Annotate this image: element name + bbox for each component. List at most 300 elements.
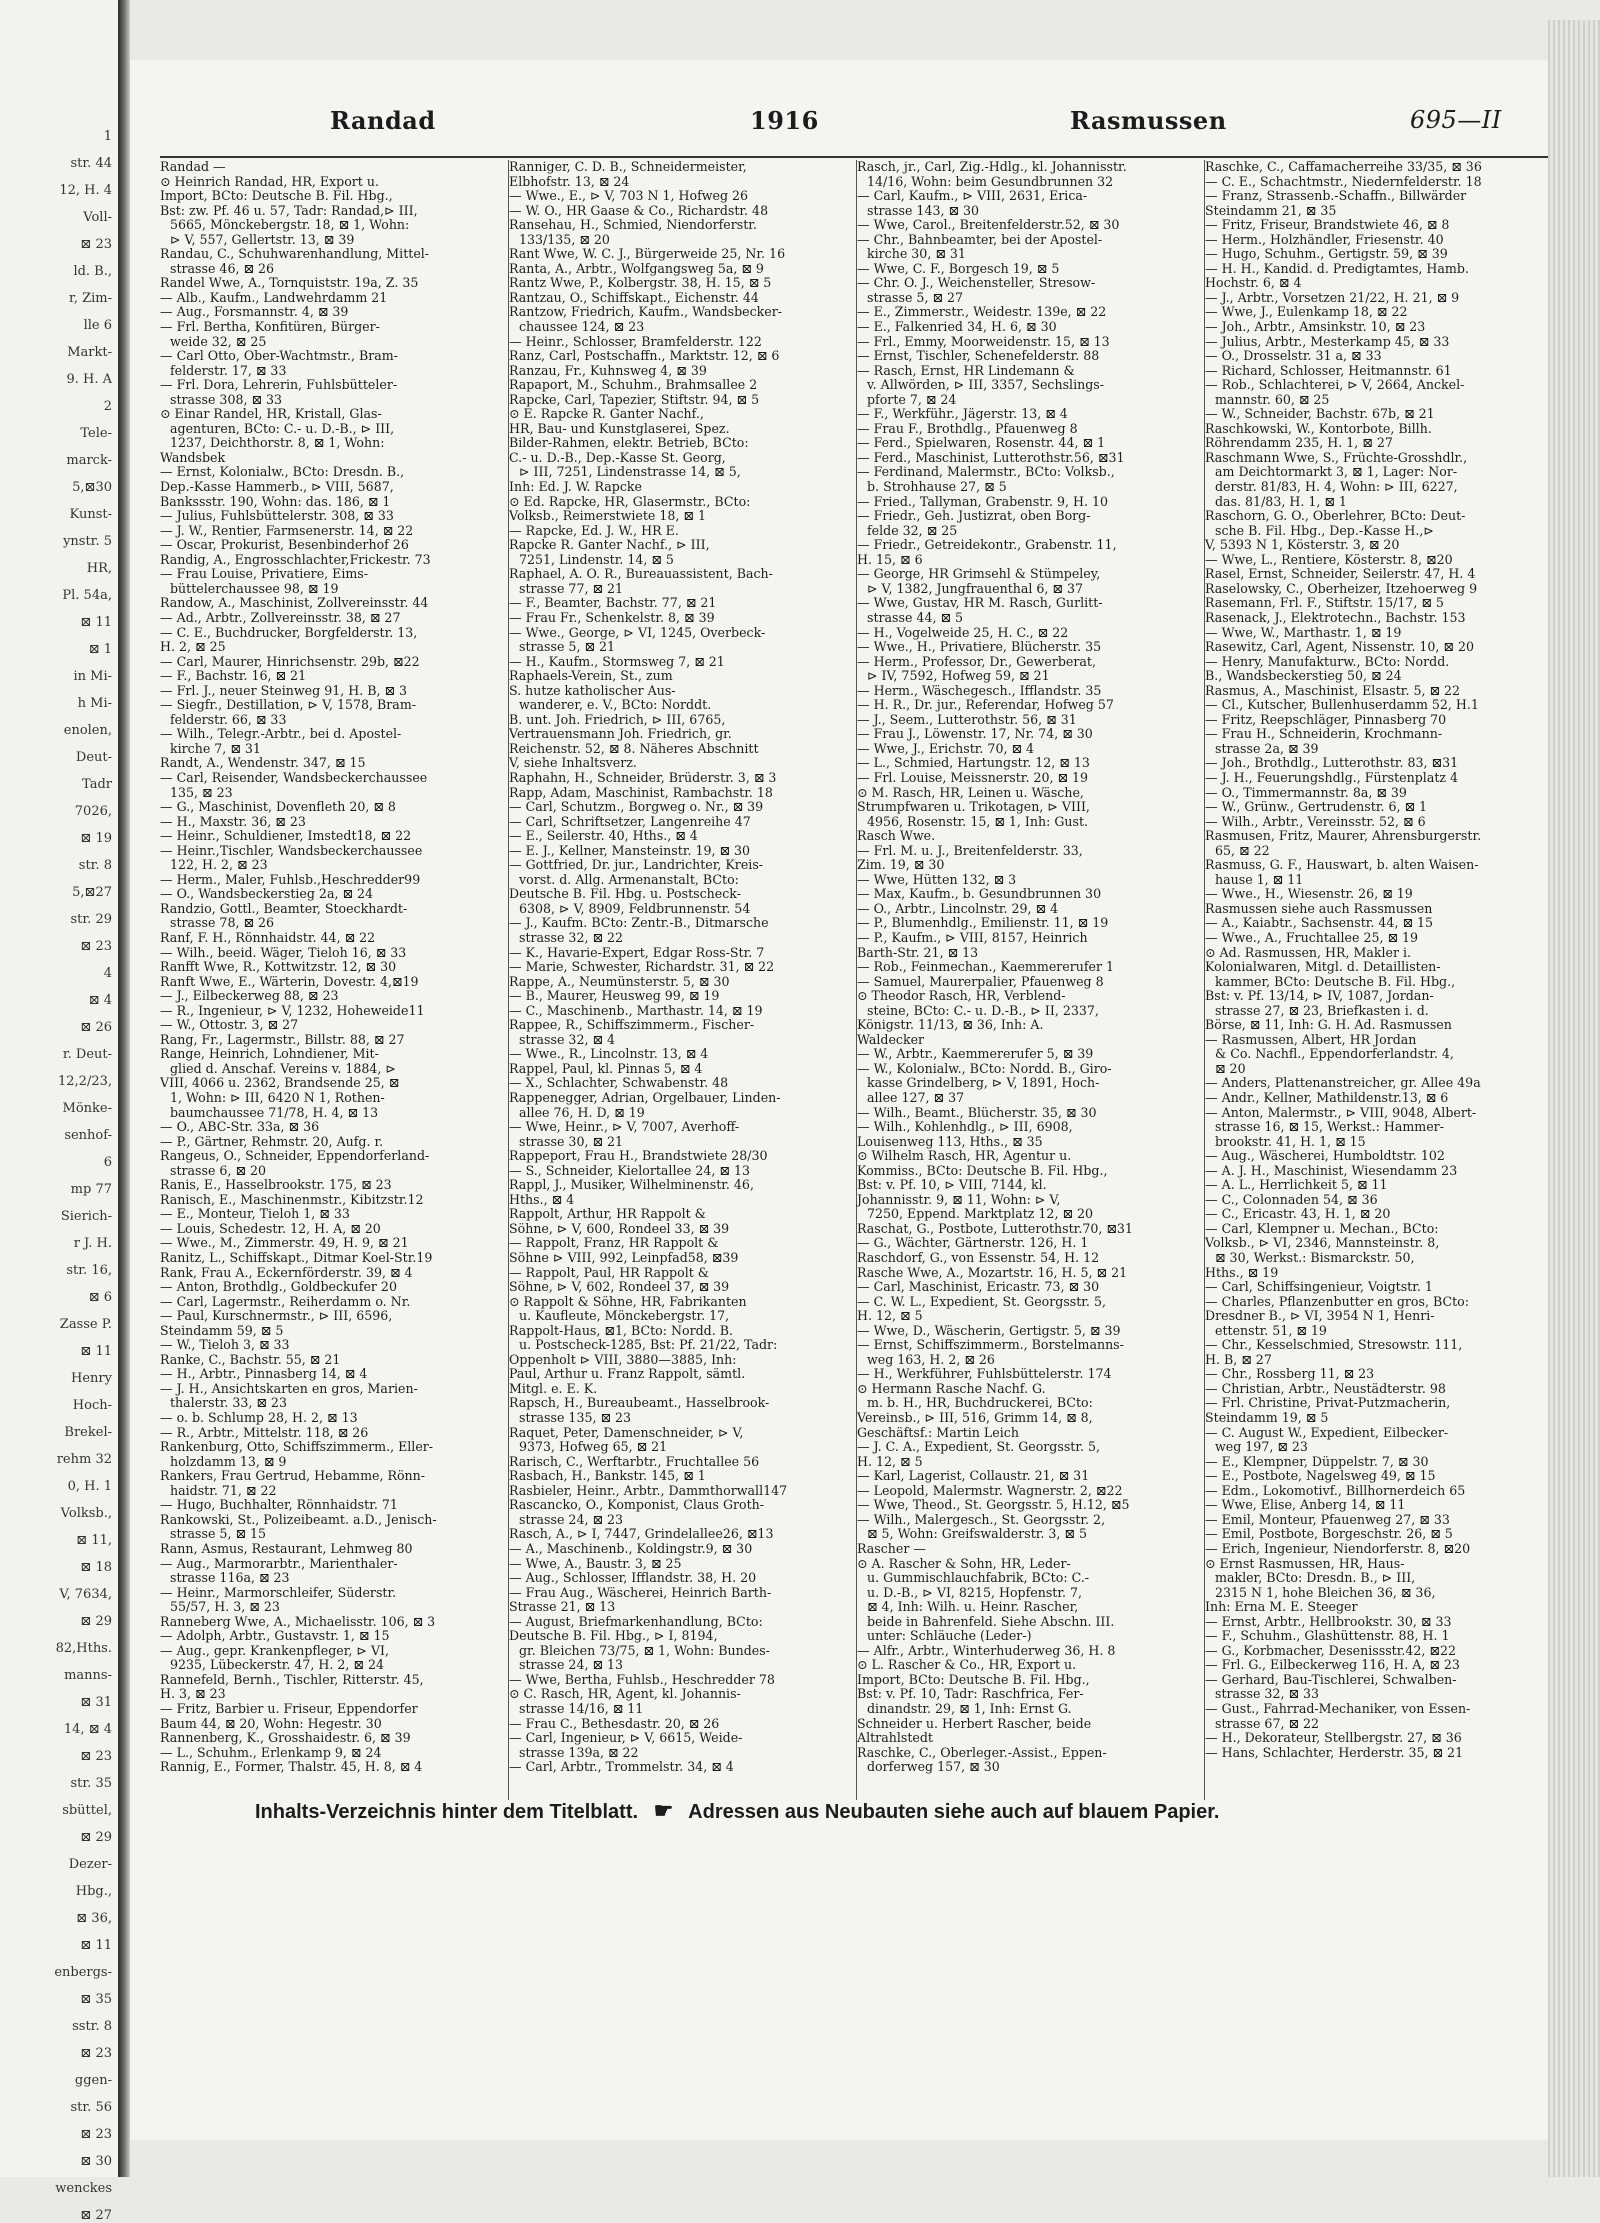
directory-entry-line: 133/135, ⊠ 20 <box>519 231 610 247</box>
facing-page-text: str. 44 <box>70 156 112 171</box>
directory-entry-line: — Carl, Klempner u. Mechan., BCto: <box>1205 1220 1439 1236</box>
facing-page-text: 12, H. 4 <box>59 183 112 198</box>
directory-entry-line: ⊠ 4, Inh: Wilh. u. Heinr. Rascher, <box>867 1599 1079 1615</box>
directory-entry-line: — Carl, Maschinist, Ericastr. 73, ⊠ 30 <box>857 1279 1100 1295</box>
directory-entry-line: — G., Maschinist, Dovenfleth 20, ⊠ 8 <box>160 799 396 815</box>
facing-page-text: ⊠ 35 <box>80 1992 112 2007</box>
directory-entry-line: — Chr., Bahnbeamter, bei der Apostel- <box>857 231 1103 247</box>
facing-page-text: mp 77 <box>70 1182 112 1197</box>
directory-entry-line: Rapp, Adam, Maschinist, Rambachstr. 18 <box>509 784 773 800</box>
directory-entry-line: ⊙ Hermann Rasche Nachf. G. <box>857 1380 1046 1396</box>
directory-entry-line: Baum 44, ⊠ 20, Wohn: Hegestr. 30 <box>160 1715 382 1731</box>
directory-entry-line: weg 197, ⊠ 23 <box>1215 1439 1308 1455</box>
directory-entry-line: ⊠ 5, Wohn: Greifswalderstr. 3, ⊠ 5 <box>867 1526 1088 1542</box>
facing-page-text: Dezer- <box>68 1857 112 1872</box>
directory-entry-line: — A., Maschinenb., Koldingstr.9, ⊠ 30 <box>509 1540 753 1556</box>
directory-entry-line: — Wwe, Heinr., ⊳ V, 7007, Averhoff- <box>509 1119 740 1135</box>
directory-entry-line: Rascher — <box>857 1540 926 1556</box>
directory-entry-line: Dep.-Kasse Hammerb., ⊳ VIII, 5687, <box>160 479 394 495</box>
directory-entry-line: — Wwe, W., Marthastr. 1, ⊠ 19 <box>1205 624 1402 640</box>
facing-page-text: 9. H. A <box>66 372 112 387</box>
directory-entry-line: — Chr., Kesselschmied, Stresowstr. 111, <box>1205 1337 1463 1353</box>
directory-entry-line: ⊙ M. Rasch, HR, Leinen u. Wäsche, <box>857 784 1084 800</box>
directory-entry-line: — Heinr., Schlosser, Bramfelderstr. 122 <box>509 333 762 349</box>
facing-page-text: Volksb., <box>60 1506 112 1521</box>
directory-entry-line: Söhne ⊳ VIII, 992, Leinpfad58, ⊠39 <box>509 1250 739 1266</box>
directory-entry-line: — K., Havarie-Expert, Edgar Ross-Str. 7 <box>509 944 765 960</box>
directory-entry-line: — Chr. O. J., Weichensteller, Stresow- <box>857 275 1096 291</box>
directory-entry-line: — Frl. Bertha, Konfitüren, Bürger- <box>160 319 380 335</box>
directory-entry-line: — R., Ingenieur, ⊳ V, 1232, Hoheweide11 <box>160 1002 425 1018</box>
directory-entry-line: — Rappolt, Franz, HR Rappolt & <box>509 1235 719 1251</box>
directory-entry-line: — J. C. A., Expedient, St. Georgsstr. 5, <box>857 1439 1101 1455</box>
directory-entry-line: B. unt. Joh. Friedrich, ⊳ III, 6765, <box>509 711 726 727</box>
directory-entry-line: — Carl, Schutzm., Borgweg o. Nr., ⊠ 39 <box>509 799 764 815</box>
facing-page-text: 5,⊠27 <box>72 885 112 900</box>
directory-entry-line: 4956, Rosenstr. 15, ⊠ 1, Inh: Gust. <box>867 813 1089 829</box>
directory-entry-line: V, siehe Inhaltsverz. <box>509 755 637 771</box>
directory-entry-line: chaussee 124, ⊠ 23 <box>519 319 645 335</box>
directory-entry-line: — C., Colonnaden 54, ⊠ 36 <box>1205 1191 1378 1207</box>
facing-page-text: ⊠ 23 <box>80 2046 112 2061</box>
directory-entry-line: ⊳ IV, 7592, Hofweg 59, ⊠ 21 <box>867 668 1050 684</box>
directory-entry-line: — Friedr., Geh. Justizrat, oben Borg- <box>857 508 1091 524</box>
facing-page-text: enolen, <box>63 723 112 738</box>
directory-entry-line: ⊙ Heinrich Randad, HR, Export u. <box>160 173 379 189</box>
facing-page-text: Sierich- <box>60 1209 112 1224</box>
directory-entry-line: — Wwe, Elise, Anberg 14, ⊠ 11 <box>1205 1497 1406 1513</box>
page-header <box>150 106 1550 146</box>
directory-entry-line: — J., Eilbeckerweg 88, ⊠ 23 <box>160 988 339 1004</box>
directory-entry-line: ⊙ E. Rapcke R. Ganter Nachf., <box>509 406 704 422</box>
directory-entry-line: — L., Schuhm., Erlenkamp 9, ⊠ 24 <box>160 1744 382 1760</box>
directory-entry-line: — Erich, Ingenieur, Niendorferstr. 8, ⊠20 <box>1205 1540 1471 1556</box>
directory-entry-line: — B., Maurer, Heusweg 99, ⊠ 19 <box>509 988 720 1004</box>
directory-entry-line: Strumpfwaren u. Trikotagen, ⊳ VIII, <box>857 799 1090 815</box>
directory-entry-line: ⊙ Ed. Rapcke, HR, Glasermstr., BCto: <box>509 493 751 509</box>
directory-entry-line: ⊠ 20 <box>1215 1060 1246 1076</box>
directory-entry-line: — Samuel, Maurerpalier, Pfauenweg 8 <box>857 973 1104 989</box>
directory-entry-line: strasse 16, ⊠ 15, Werkst.: Hammer- <box>1215 1119 1444 1135</box>
directory-entry-line: — R., Arbtr., Mittelstr. 118, ⊠ 26 <box>160 1424 369 1440</box>
directory-entry-line: — F., Schuhm., Glashüttenstr. 88, H. 1 <box>1205 1628 1450 1644</box>
directory-entry-line: strasse 44, ⊠ 5 <box>867 609 964 625</box>
directory-entry-line: Import, BCto: Deutsche B. Fil. Hbg., <box>160 188 393 204</box>
directory-entry-line: Steindamm 19, ⊠ 5 <box>1205 1410 1329 1426</box>
directory-entry-line: — Herm., Maler, Fuhlsb.,Heschredder99 <box>160 871 421 887</box>
facing-page-text: HR, <box>86 561 112 576</box>
facing-page-text: ⊠ 11 <box>80 615 112 630</box>
facing-page-text: ⊠ 23 <box>80 237 112 252</box>
facing-page-text: ⊠ 30 <box>80 2154 112 2169</box>
facing-page-text: ⊠ 29 <box>80 1830 112 1845</box>
directory-entry-line: Rappolt, Arthur, HR Rappolt & <box>509 1206 706 1222</box>
directory-entry-line: — H., Kaufm., Stormsweg 7, ⊠ 21 <box>509 653 725 669</box>
facing-page-text: wenckes <box>55 2181 112 2196</box>
directory-entry-line: Geschäftsf.: Martin Leich <box>857 1424 1019 1440</box>
directory-entry-line: Volksb., Reimerstwiete 18, ⊠ 1 <box>509 508 706 524</box>
directory-entry-line: strasse 14/16, ⊠ 11 <box>519 1700 644 1716</box>
directory-entry-line: strasse 32, ⊠ 33 <box>1215 1686 1320 1702</box>
directory-entry-line: — J. W., Rentier, Farmsenerstr. 14, ⊠ 22 <box>160 522 414 538</box>
directory-entry-line: — Siegfr., Destillation, ⊳ V, 1578, Bram- <box>160 697 417 713</box>
directory-entry-line: strasse 67, ⊠ 22 <box>1215 1715 1320 1731</box>
directory-entry-line: — Wwe, D., Wäscherin, Gertigstr. 5, ⊠ 39 <box>857 1322 1121 1338</box>
directory-entry-line: — E. J., Kellner, Mansteinstr. 19, ⊠ 30 <box>509 842 751 858</box>
directory-entry-line: Rankowski, St., Polizeibeamt. a.D., Jenisch- <box>160 1511 437 1527</box>
directory-entry-line: Rank, Frau A., Eckernförderstr. 39, ⊠ 4 <box>160 1264 413 1280</box>
directory-entry-line: — Frl., Emmy, Moorweidenstr. 15, ⊠ 13 <box>857 333 1110 349</box>
directory-entry-line: Ranft Wwe, E., Wärterin, Dovestr. 4,⊠19 <box>160 973 419 989</box>
directory-entry-line: Ranneberg Wwe, A., Michaelisstr. 106, ⊠ 3 <box>160 1613 436 1629</box>
facing-page-text: manns- <box>64 1668 112 1683</box>
directory-entry-line: Raschke, C., Caffamacherreihe 33/35, ⊠ 36 <box>1205 159 1482 174</box>
directory-entry-line: Rappeport, Frau H., Brandstwiete 28/30 <box>509 1148 768 1164</box>
directory-entry-line: — O., Drosselstr. 31 a, ⊠ 33 <box>1205 348 1382 364</box>
directory-entry-line: — Gottfried, Dr. jur., Landrichter, Kreis- <box>509 857 764 873</box>
directory-entry-line: Ranke, C., Bachstr. 55, ⊠ 21 <box>160 1351 341 1367</box>
facing-page-text: 4 <box>103 966 112 981</box>
directory-entry-line: gr. Bleichen 73/75, ⊠ 1, Wohn: Bundes- <box>519 1642 770 1658</box>
directory-entry-line: — Chr., Rossberg 11, ⊠ 23 <box>1205 1366 1375 1382</box>
directory-entry-line: Rasch, jr., Carl, Zig.-Hdlg., kl. Johannisstr. <box>857 159 1127 174</box>
directory-entry-line: Randig, A., Engrosschlachter,Frickestr. 73 <box>160 551 431 567</box>
facing-page-text: lle 6 <box>83 318 112 333</box>
directory-entry-line: — Carl, Maurer, Hinrichsenstr. 29b, ⊠22 <box>160 653 420 669</box>
directory-entry-line: 1, Wohn: ⊳ III, 6420 N 1, Rothen- <box>170 1090 385 1105</box>
directory-entry-line: — H., Arbtr., Pinnasberg 14, ⊠ 4 <box>160 1366 368 1382</box>
directory-entry-line: — Aug., Wäscherei, Humboldtstr. 102 <box>1205 1148 1445 1164</box>
directory-entry-line: — C. W. L., Expedient, St. Georgsstr. 5, <box>857 1293 1106 1309</box>
facing-page-text: enbergs- <box>54 1965 112 1980</box>
directory-entry-line: — W., Schneider, Bachstr. 67b, ⊠ 21 <box>1205 406 1435 422</box>
directory-entry-line: — Hugo, Schuhm., Gertigstr. 59, ⊠ 39 <box>1205 246 1448 262</box>
directory-entry-line: — Frau H., Schneiderin, Krochmann- <box>1205 726 1443 742</box>
directory-entry-line: brookstr. 41, H. 1, ⊠ 15 <box>1215 1133 1366 1149</box>
directory-entry-line: — Frl. Louise, Meissnerstr. 20, ⊠ 19 <box>857 769 1089 785</box>
directory-entry-line: beide in Bahrenfeld. Siehe Abschn. III. <box>867 1613 1115 1629</box>
directory-entry-line: H. 3, ⊠ 23 <box>160 1686 226 1702</box>
directory-entry-line: 65, ⊠ 22 <box>1215 842 1270 858</box>
directory-entry-line: Rasbieler, Heinr., Arbtr., Dammthorwall147 <box>509 1482 788 1498</box>
directory-entry-line: — E., Postbote, Nagelsweg 49, ⊠ 15 <box>1205 1468 1436 1484</box>
directory-entry-line: unter: Schläuche (Leder-) <box>867 1628 1032 1644</box>
directory-entry-line: Inh: Ed. J. W. Rapcke <box>509 479 643 495</box>
directory-entry-line: — H. H., Kandid. d. Predigtamtes, Hamb. <box>1205 260 1469 276</box>
directory-entry-line: — L., Schmied, Hartungstr. 12, ⊠ 13 <box>857 755 1090 771</box>
page-stack-edge <box>1548 20 1600 2177</box>
directory-entry-line: — Carl, Ingenieur, ⊳ V, 6615, Weide- <box>509 1730 743 1746</box>
directory-entry-line: — W., Ottostr. 3, ⊠ 27 <box>160 1017 299 1033</box>
directory-entry-line: — Heinr.,Tischler, Wandsbeckerchaussee <box>160 842 423 858</box>
header-last-name: Rasmussen <box>1070 106 1227 135</box>
directory-entry-line: — W., Tieloh 3, ⊠ 33 <box>160 1337 290 1353</box>
facing-page-text: str. 56 <box>70 2100 112 2115</box>
facing-page-text: Henry <box>71 1371 112 1386</box>
directory-entry-line: hause 1, ⊠ 11 <box>1215 871 1304 887</box>
directory-entry-line: Steindamm 59, ⊠ 5 <box>160 1322 284 1338</box>
directory-entry-line: — Alb., Kaufm., Landwehrdamm 21 <box>160 289 388 305</box>
facing-page-text: r, Zim- <box>69 291 112 306</box>
directory-entry-line: strasse 2a, ⊠ 39 <box>1215 740 1319 756</box>
directory-entry-line: makler, BCto: Dresdn. B., ⊳ III, <box>1215 1570 1416 1586</box>
directory-entry-line: strasse 6, ⊠ 20 <box>170 1162 267 1178</box>
directory-entry-line: 1237, Deichthorstr. 8, ⊠ 1, Wohn: <box>170 435 385 451</box>
directory-entry-line: Randt, A., Wendenstr. 347, ⊠ 15 <box>160 755 366 771</box>
directory-entry-line: — Ferd., Spielwaren, Rosenstr. 44, ⊠ 1 <box>857 435 1106 451</box>
directory-entry-line: ⊙ Ad. Rasmussen, HR, Makler i. <box>1205 944 1412 960</box>
facing-page-text: rehm 32 <box>56 1452 112 1467</box>
facing-page-text: str. 29 <box>70 912 112 927</box>
directory-entry-line: — Wwe, Gustav, HR M. Rasch, Gurlitt- <box>857 595 1103 611</box>
directory-entry-line: strasse 308, ⊠ 33 <box>170 391 283 407</box>
column-1 <box>160 160 492 1800</box>
directory-entry-line: — Wwe., A., Fruchtallee 25, ⊠ 19 <box>1205 929 1419 945</box>
directory-entry-line: Bilder-Rahmen, elektr. Betrieb, BCto: <box>509 435 749 451</box>
facing-page-text: ⊠ 11 <box>80 1344 112 1359</box>
directory-entry-line: strasse 135, ⊠ 23 <box>519 1410 632 1426</box>
directory-entry-line: u. Postscheck-1285, Bst: Pf. 21/22, Tadr: <box>519 1337 778 1353</box>
directory-entry-line: — W., Kolonialw., BCto: Nordd. B., Giro- <box>857 1060 1112 1076</box>
directory-entry-line: — Max, Kaufm., b. Gesundbrunnen 30 <box>857 886 1102 902</box>
column-4 <box>1204 160 1537 1800</box>
directory-entry-line: Wandsbek <box>160 449 226 465</box>
directory-entry-line: Raphahn, H., Schneider, Brüderstr. 3, ⊠ 3 <box>509 769 777 785</box>
directory-entry-line: büttelerchaussee 98, ⊠ 19 <box>170 580 339 596</box>
directory-entry-line: H. 12, ⊠ 5 <box>857 1453 923 1469</box>
directory-entry-line: Rapcke R. Ganter Nachf., ⊳ III, <box>509 537 710 553</box>
directory-entry-line: — E., Klempner, Düppelstr. 7, ⊠ 30 <box>1205 1453 1429 1469</box>
directory-entry-line: — H., Maxstr. 36, ⊠ 23 <box>160 813 306 829</box>
facing-page-text: 12,2/23, <box>58 1074 112 1089</box>
directory-entry-line: — Marie, Schwester, Richardstr. 31, ⊠ 22 <box>509 959 775 975</box>
directory-entry-line: — Hugo, Buchhalter, Rönnhaidstr. 71 <box>160 1497 398 1513</box>
directory-entry-line: Rappenegger, Adrian, Orgelbauer, Linden- <box>509 1090 781 1105</box>
header-rule <box>160 156 1550 158</box>
directory-entry-line: — Paul, Kurschnermstr., ⊳ III, 6596, <box>160 1308 393 1324</box>
directory-entry-line: H. B, ⊠ 27 <box>1205 1351 1272 1367</box>
directory-entry-line: — O., Timmermannstr. 8a, ⊠ 39 <box>1205 784 1407 800</box>
directory-entry-line: — Charles, Pflanzenbutter en gros, BCto: <box>1205 1293 1469 1309</box>
facing-page-text: ld. B., <box>73 264 112 279</box>
directory-entry-line: — Frl. G., Eilbeckerweg 116, H. A, ⊠ 23 <box>1205 1657 1460 1673</box>
directory-entry-line: — E., Zimmerstr., Weidestr. 139e, ⊠ 22 <box>857 304 1107 320</box>
directory-entry-line: — G., Wächter, Gärtnerstr. 126, H. 1 <box>857 1235 1089 1251</box>
directory-entry-line: — Frl. Christine, Privat-Putzmacherin, <box>1205 1395 1451 1411</box>
directory-entry-line: — Andr., Kellner, Mathildenstr.13, ⊠ 6 <box>1205 1090 1449 1105</box>
directory-entry-line: Paul, Arthur u. Franz Rappolt, sämtl. <box>509 1366 746 1382</box>
facing-page-text: h Mi- <box>77 696 112 711</box>
facing-page-text: sbüttel, <box>62 1803 112 1818</box>
directory-entry-line: u. Kaufleute, Mönckebergstr. 17, <box>519 1308 730 1324</box>
directory-entry-line: Volksb., ⊳ VI, 2346, Mannsteinstr. 8, <box>1205 1235 1440 1251</box>
directory-entry-line: — Carl, Arbtr., Trommelstr. 34, ⊠ 4 <box>509 1759 734 1775</box>
directory-entry-line: dinandstr. 29, ⊠ 1, Inh: Ernst G. <box>867 1700 1072 1716</box>
column-2 <box>508 160 841 1800</box>
directory-entry-line: — Gerhard, Bau-Tischlerei, Schwalben- <box>1205 1671 1457 1687</box>
directory-entry-line: — Wilh., Malergesch., St. Georgsstr. 2, <box>857 1511 1106 1527</box>
directory-entry-line: Raschmann Wwe, S., Früchte-Grosshdlr., <box>1205 449 1468 465</box>
directory-entry-line: — Frl. M. u. J., Breitenfelderstr. 33, <box>857 842 1083 858</box>
directory-entry-line: — Frl. Dora, Lehrerin, Fuhlsbütteler- <box>160 377 398 393</box>
directory-entry-line: Rasbach, H., Bankstr. 145, ⊠ 1 <box>509 1468 706 1484</box>
directory-entry-line: strasse 116a, ⊠ 23 <box>170 1570 290 1586</box>
directory-entry-line: kirche 7, ⊠ 31 <box>170 740 261 756</box>
directory-entry-line: — Julius, Arbtr., Mesterkamp 45, ⊠ 33 <box>1205 333 1450 349</box>
directory-entry-line: strasse 5, ⊠ 21 <box>519 639 616 655</box>
column-3 <box>856 160 1189 1800</box>
directory-entry-line: Rasenack, J., Elektrotechn., Bachstr. 153 <box>1205 609 1466 625</box>
directory-entry-line: allee 127, ⊠ 37 <box>867 1090 965 1105</box>
directory-entry-line: — Emil, Monteur, Pfauenweg 27, ⊠ 33 <box>1205 1511 1450 1527</box>
directory-entry-line: ⊙ Rappolt & Söhne, HR, Fabrikanten <box>509 1293 747 1309</box>
directory-entry-line: — Wilh., beeid. Wäger, Tieloh 16, ⊠ 33 <box>160 944 407 960</box>
directory-entry-line: — O., Arbtr., Lincolnstr. 29, ⊠ 4 <box>857 900 1059 916</box>
directory-entry-line: — C., Maschinenb., Marthastr. 14, ⊠ 19 <box>509 1002 763 1018</box>
footer-index-note: Inhalts-Verzeichnis hinter dem Titelblatt. <box>255 1801 639 1823</box>
directory-entry-line: 9373, Hofweg 65, ⊠ 21 <box>519 1439 668 1455</box>
directory-entry-line: — F., Beamter, Bachstr. 77, ⊠ 21 <box>509 595 717 611</box>
directory-entry-line: ⊙ Ernst Rasmussen, HR, Haus- <box>1205 1555 1405 1571</box>
directory-entry-line: Kommiss., BCto: Deutsche B. Fil. Hbg., <box>857 1162 1108 1178</box>
directory-entry-line: V, 5393 N 1, Kösterstr. 3, ⊠ 20 <box>1205 537 1400 553</box>
directory-entry-line: — George, HR Grimsehl & Stümpeley, <box>857 566 1101 582</box>
directory-entry-line: — Julius, Fuhlsbüttelerstr. 308, ⊠ 33 <box>160 508 394 524</box>
directory-entry-line: — A. J. H., Maschinist, Wiesendamm 23 <box>1205 1162 1458 1178</box>
directory-entry-line: — Friedr., Getreidekontr., Grabenstr. 11, <box>857 537 1117 553</box>
directory-entry-line: sche B. Fil. Hbg., Dep.-Kasse H.,⊳ <box>1215 522 1434 538</box>
directory-entry-line: Rasmusen, Fritz, Maurer, Ahrensburgerstr. <box>1205 828 1482 844</box>
facing-page-text: 6 <box>103 1155 112 1170</box>
header-year: 1916 <box>750 106 819 135</box>
facing-page-text: ⊠ 11, <box>76 1533 112 1548</box>
facing-page-text: senhof- <box>64 1128 112 1143</box>
facing-page-text: str. 8 <box>78 858 112 873</box>
directory-entry-line: Rant Wwe, W. C. J., Bürgerweide 25, Nr. 16 <box>509 246 786 262</box>
directory-entry-line: — Ernst, Arbtr., Hellbrookstr. 30, ⊠ 33 <box>1205 1613 1452 1629</box>
directory-entry-line: Rangeus, O., Schneider, Eppendorferland- <box>160 1148 430 1164</box>
directory-entry-line: Ranitz, L., Schiffskapt., Ditmar Koel-Str.19 <box>160 1250 433 1266</box>
directory-entry-line: — Ferd., Maschinist, Lutterothstr.56, ⊠31 <box>857 449 1125 465</box>
directory-entry-line: strasse 139a, ⊠ 22 <box>519 1744 639 1760</box>
directory-entry-line: — Christian, Arbtr., Neustädterstr. 98 <box>1205 1380 1446 1396</box>
directory-entry-line: Ranzau, Fr., Kuhnsweg 4, ⊠ 39 <box>509 362 707 378</box>
directory-entry-line: Rascancko, O., Komponist, Claus Groth- <box>509 1497 765 1513</box>
directory-entry-line: — J. H., Feuerungshdlg., Fürstenplatz 4 <box>1205 769 1459 785</box>
directory-entry-line: baumchaussee 71/78, H. 4, ⊠ 13 <box>170 1104 379 1120</box>
directory-entry-line: — Herm., Professor, Dr., Gewerberat, <box>857 653 1096 669</box>
facing-page-text: Hoch- <box>72 1398 112 1413</box>
directory-entry-line: Zim. 19, ⊠ 30 <box>857 857 945 873</box>
facing-page-text: 2 <box>103 399 112 414</box>
directory-entry-line: — J. H., Ansichtskarten en gros, Marien- <box>160 1380 418 1396</box>
directory-entry-line: — Aug., Schlosser, Ifflandstr. 38, H. 20 <box>509 1570 757 1586</box>
directory-entry-line: ⊠ 30, Werkst.: Bismarckstr. 50, <box>1215 1250 1415 1266</box>
directory-entry-line: haidstr. 71, ⊠ 22 <box>170 1482 277 1498</box>
directory-entry-line: holzdamm 13, ⊠ 9 <box>170 1453 287 1469</box>
directory-entry-line: weg 163, H. 2, ⊠ 26 <box>867 1351 995 1367</box>
directory-entry-line: H. 12, ⊠ 5 <box>857 1308 923 1324</box>
directory-entry-line: Rappee, R., Schiffszimmerm., Fischer- <box>509 1017 755 1033</box>
facing-page-text: ⊠ 4 <box>88 993 112 1008</box>
directory-entry-line: — P., Gärtner, Rehmstr. 20, Aufg. r. <box>160 1133 384 1149</box>
facing-page-text: ⊠ 23 <box>80 2127 112 2142</box>
directory-entry-line: 2315 N 1, hohe Bleichen 36, ⊠ 36, <box>1215 1584 1436 1600</box>
directory-entry-line: 7251, Lindenstr. 14, ⊠ 5 <box>519 551 674 567</box>
directory-entry-line: — Rob., Schlachterei, ⊳ V, 2664, Anckel- <box>1205 377 1465 393</box>
directory-entry-line: — Wwe., H., Privatiere, Blücherstr. 35 <box>857 639 1102 655</box>
directory-entry-line: strasse 143, ⊠ 30 <box>867 202 980 218</box>
directory-entry-line: Rasemann, Frl. F., Stiftstr. 15/17, ⊠ 5 <box>1205 595 1444 611</box>
directory-entry-line: Rantzau, O., Schiffskapt., Eichenstr. 44 <box>509 289 759 305</box>
directory-entry-line: kirche 30, ⊠ 31 <box>867 246 966 262</box>
facing-page-text: V, 7634, <box>59 1587 112 1602</box>
directory-entry-line: m. b. H., HR, Buchdruckerei, BCto: <box>867 1395 1093 1411</box>
directory-entry-line: Rankenburg, Otto, Schiffszimmerm., Eller- <box>160 1439 434 1455</box>
directory-entry-line: — W., Grünw., Gertrudenstr. 6, ⊠ 1 <box>1205 799 1428 815</box>
page-footer <box>255 1798 1545 1824</box>
directory-entry-line: — Richard, Schlosser, Heitmannstr. 61 <box>1205 362 1452 378</box>
facing-page-text: 14, ⊠ 4 <box>63 1722 112 1737</box>
directory-entry-line: — Gust., Fahrrad-Mechaniker, von Essen- <box>1205 1700 1471 1716</box>
directory-entry-line: Rapcke, Carl, Tapezier, Stiftstr. 94, ⊠ 5 <box>509 391 760 407</box>
directory-entry-line: agenturen, BCto: C.- u. D.-B., ⊳ III, <box>170 420 395 436</box>
directory-entry-line: Oppenholt ⊳ VIII, 3880—3885, Inh: <box>509 1351 737 1367</box>
facing-page-text: ynstr. 5 <box>63 534 112 549</box>
directory-entry-line: u. D.-B., ⊳ VI, 8215, Hopfenstr. 7, <box>867 1584 1083 1600</box>
directory-entry-line: felderstr. 66, ⊠ 33 <box>170 711 287 727</box>
directory-entry-line: Börse, ⊠ 11, Inh: G. H. Ad. Rasmussen <box>1205 1017 1452 1033</box>
directory-entry-line: Bst: v. Pf. 13/14, ⊳ IV, 1087, Jordan- <box>1205 988 1434 1004</box>
facing-page-fragment <box>0 0 124 2223</box>
directory-entry-line: strasse 46, ⊠ 26 <box>170 260 275 276</box>
header-first-name: Randad <box>330 106 436 135</box>
directory-entry-line: ⊳ V, 557, Gellertstr. 13, ⊠ 39 <box>170 231 355 247</box>
facing-page-text: Brekel- <box>64 1425 112 1440</box>
directory-entry-line: — Wwe, Theod., St. Georgsstr. 5, H.12, ⊠5 <box>857 1497 1130 1513</box>
facing-page-text: Deut- <box>75 750 112 765</box>
directory-entry-line: — Wwe, J., Erichstr. 70, ⊠ 4 <box>857 740 1035 756</box>
directory-entry-line: Raschke, C., Oberleger.-Assist., Eppen- <box>857 1744 1107 1760</box>
directory-entry-line: — Ernst, Tischler, Schenefelderstr. 88 <box>857 348 1100 364</box>
directory-entry-line: — H., Werkführer, Fuhlsbüttelerstr. 174 <box>857 1366 1112 1382</box>
directory-entry-line: Rang, Fr., Lagermstr., Billstr. 88, ⊠ 27 <box>160 1031 405 1047</box>
directory-entry-line: Raphaels-Verein, St., zum <box>509 668 673 684</box>
directory-entry-line: ettenstr. 51, ⊠ 19 <box>1215 1322 1327 1338</box>
directory-entry-line: Raquet, Peter, Damenschneider, ⊳ V, <box>509 1424 744 1440</box>
directory-entry-line: — Anton, Malermstr., ⊳ VIII, 9048, Albert- <box>1205 1104 1477 1120</box>
facing-page-text: Mönke- <box>62 1101 112 1116</box>
facing-page-text: Pl. 54a, <box>62 588 112 603</box>
directory-entry-line: Waldecker <box>857 1031 925 1047</box>
directory-entry-line: — C. E., Schachtmstr., Niedernfelderstr. 18 <box>1205 173 1482 189</box>
directory-entry-line: Steindamm 21, ⊠ 35 <box>1205 202 1337 218</box>
directory-entry-line: ⊙ Theodor Rasch, HR, Verblend- <box>857 988 1066 1004</box>
facing-page-text: ⊠ 29 <box>80 1614 112 1629</box>
directory-entry-line: Inh: Erna M. E. Steeger <box>1205 1599 1358 1615</box>
directory-entry-line: Ranisch, E., Maschinenmstr., Kibitzstr.12 <box>160 1191 424 1207</box>
directory-entry-line: Rappel, Paul, kl. Pinnas 5, ⊠ 4 <box>509 1060 703 1076</box>
directory-entry-line: — Frau J., Löwenstr. 17, Nr. 74, ⊠ 30 <box>857 726 1093 742</box>
directory-entry-line: — Fried., Tallyman, Grabenstr. 9, H. 10 <box>857 493 1108 509</box>
directory-entry-line: — Karl, Lagerist, Collaustr. 21, ⊠ 31 <box>857 1468 1090 1484</box>
directory-entry-line: & Co. Nachfl., Eppendorferlandstr. 4, <box>1215 1046 1454 1062</box>
directory-entry-line: — O., ABC-Str. 33a, ⊠ 36 <box>160 1119 320 1135</box>
facing-page-text: r. Deut- <box>62 1047 112 1062</box>
directory-entry-line: — Herm., Holzhändler, Friesenstr. 40 <box>1205 231 1444 247</box>
directory-entry-line: — Rob., Feinmechan., Kaemmererufer 1 <box>857 959 1115 975</box>
facing-page-text: Tadr <box>82 777 112 792</box>
